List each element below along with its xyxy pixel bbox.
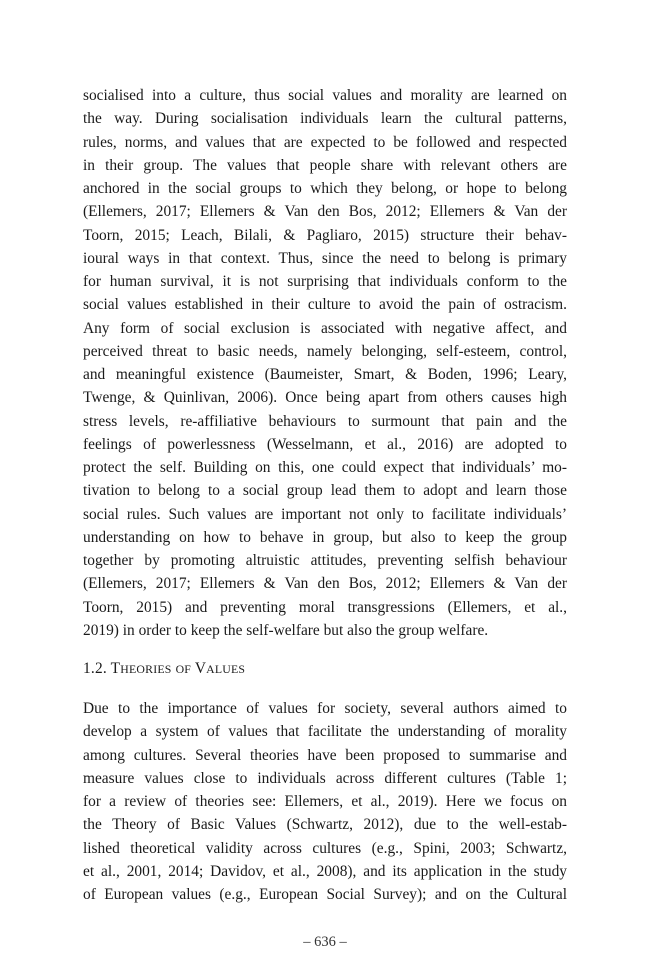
text-line: understanding on how to behave in group, but also to keep the group [83,528,567,546]
text-line: the Theory of Basic Values (Schwartz, 2012), due to the well-estab- [83,816,567,834]
text-line: (Ellemers, 2017; Ellemers & Van den Bos, 2012; Ellemers & Van der [83,575,567,593]
text-line: of European values (e.g., European Social Survey); and on the Cultural [83,886,567,903]
text-line: together by promoting altruistic attitudes, preventing selfish behaviour [83,552,567,569]
body-paragraph-1 [83,84,567,642]
text-line: lished theoretical validity across cultures (e.g., Spini, 2003; Schwartz, [83,839,567,857]
text-line: for a review of theories see: Ellemers, et al., 2019). Here we focus on [83,793,567,810]
text-line: 2019) in order to keep the self-welfare but also the group welfare. [83,621,489,639]
text-line: Due to the importance of values for society, several authors aimed to [83,700,567,717]
heading-initial: V [194,660,207,677]
text-line: (Ellemers, 2017; Ellemers & Van den Bos, 2012; Ellemers & Van der [83,203,567,221]
text-line: Toorn, 2015; Leach, Bilali, & Pagliaro, 2015) structure their behav- [83,226,567,244]
section-heading [83,659,567,679]
text-line: Any form of social exclusion is associated with negative affect, and [83,319,567,337]
text-line: social values established in their culture to avoid the pain of ostracism. [83,296,567,314]
text-line: develop a system of values that facilitate the understanding of morality [83,723,567,741]
text-line: social rules. Such values are important not only to facilitate individuals’ [83,505,567,523]
body-paragraph-2 [83,697,567,906]
text-line: ioural ways in that context. Thus, since the need to belong is primary [83,249,567,267]
heading-initial: T [110,660,121,677]
text-line: for human survival, it is not surprising that individuals conform to the [83,273,567,290]
heading-smallcaps: HEORIES [120,662,172,676]
page-body [83,84,567,906]
section-number: 1.2. [83,660,107,677]
text-line: Twenge, & Quinlivan, 2006). Once being apart from others causes high [83,389,567,407]
text-line: perceived threat to basic needs, namely belonging, self-esteem, control, [83,342,567,360]
text-line: tivation to belong to a social group lead them to adopt and learn those [83,482,567,500]
text-line: and meaningful existence (Baumeister, Smart, & Boden, 1996; Leary, [83,366,567,383]
text-line: among cultures. Several theories have been proposed to summarise and [83,746,567,764]
text-line: socialised into a culture, thus social values and morality are learned on [83,87,567,104]
text-line: in their group. The values that people share with relevant others are [83,156,567,174]
text-line: stress levels, re-affiliative behaviours to surmount that pain and the [83,412,567,430]
heading-smallcaps: ALUES [206,662,246,676]
text-line: feelings of powerlessness (Wesselmann, et al., 2016) are adopted to [83,435,567,453]
page-number: – 636 – [303,934,347,950]
text-line: rules, norms, and values that are expected to be followed and respected [83,133,567,151]
text-line: measure values close to individuals across different cultures (Table 1; [83,769,567,787]
text-line: protect the self. Building on this, one could expect that individuals’ mo- [83,459,567,476]
text-line: Toorn, 2015) and preventing moral transgressions (Ellemers, et al., [83,598,567,616]
text-line: anchored in the social groups to which they belong, or hope to belong [83,180,567,197]
text-line: the way. During socialisation individuals learn the cultural patterns, [83,110,567,128]
text-line: et al., 2001, 2014; Davidov, et al., 2008), and its application in the study [83,862,567,880]
heading-smallcaps: OF [175,662,192,676]
